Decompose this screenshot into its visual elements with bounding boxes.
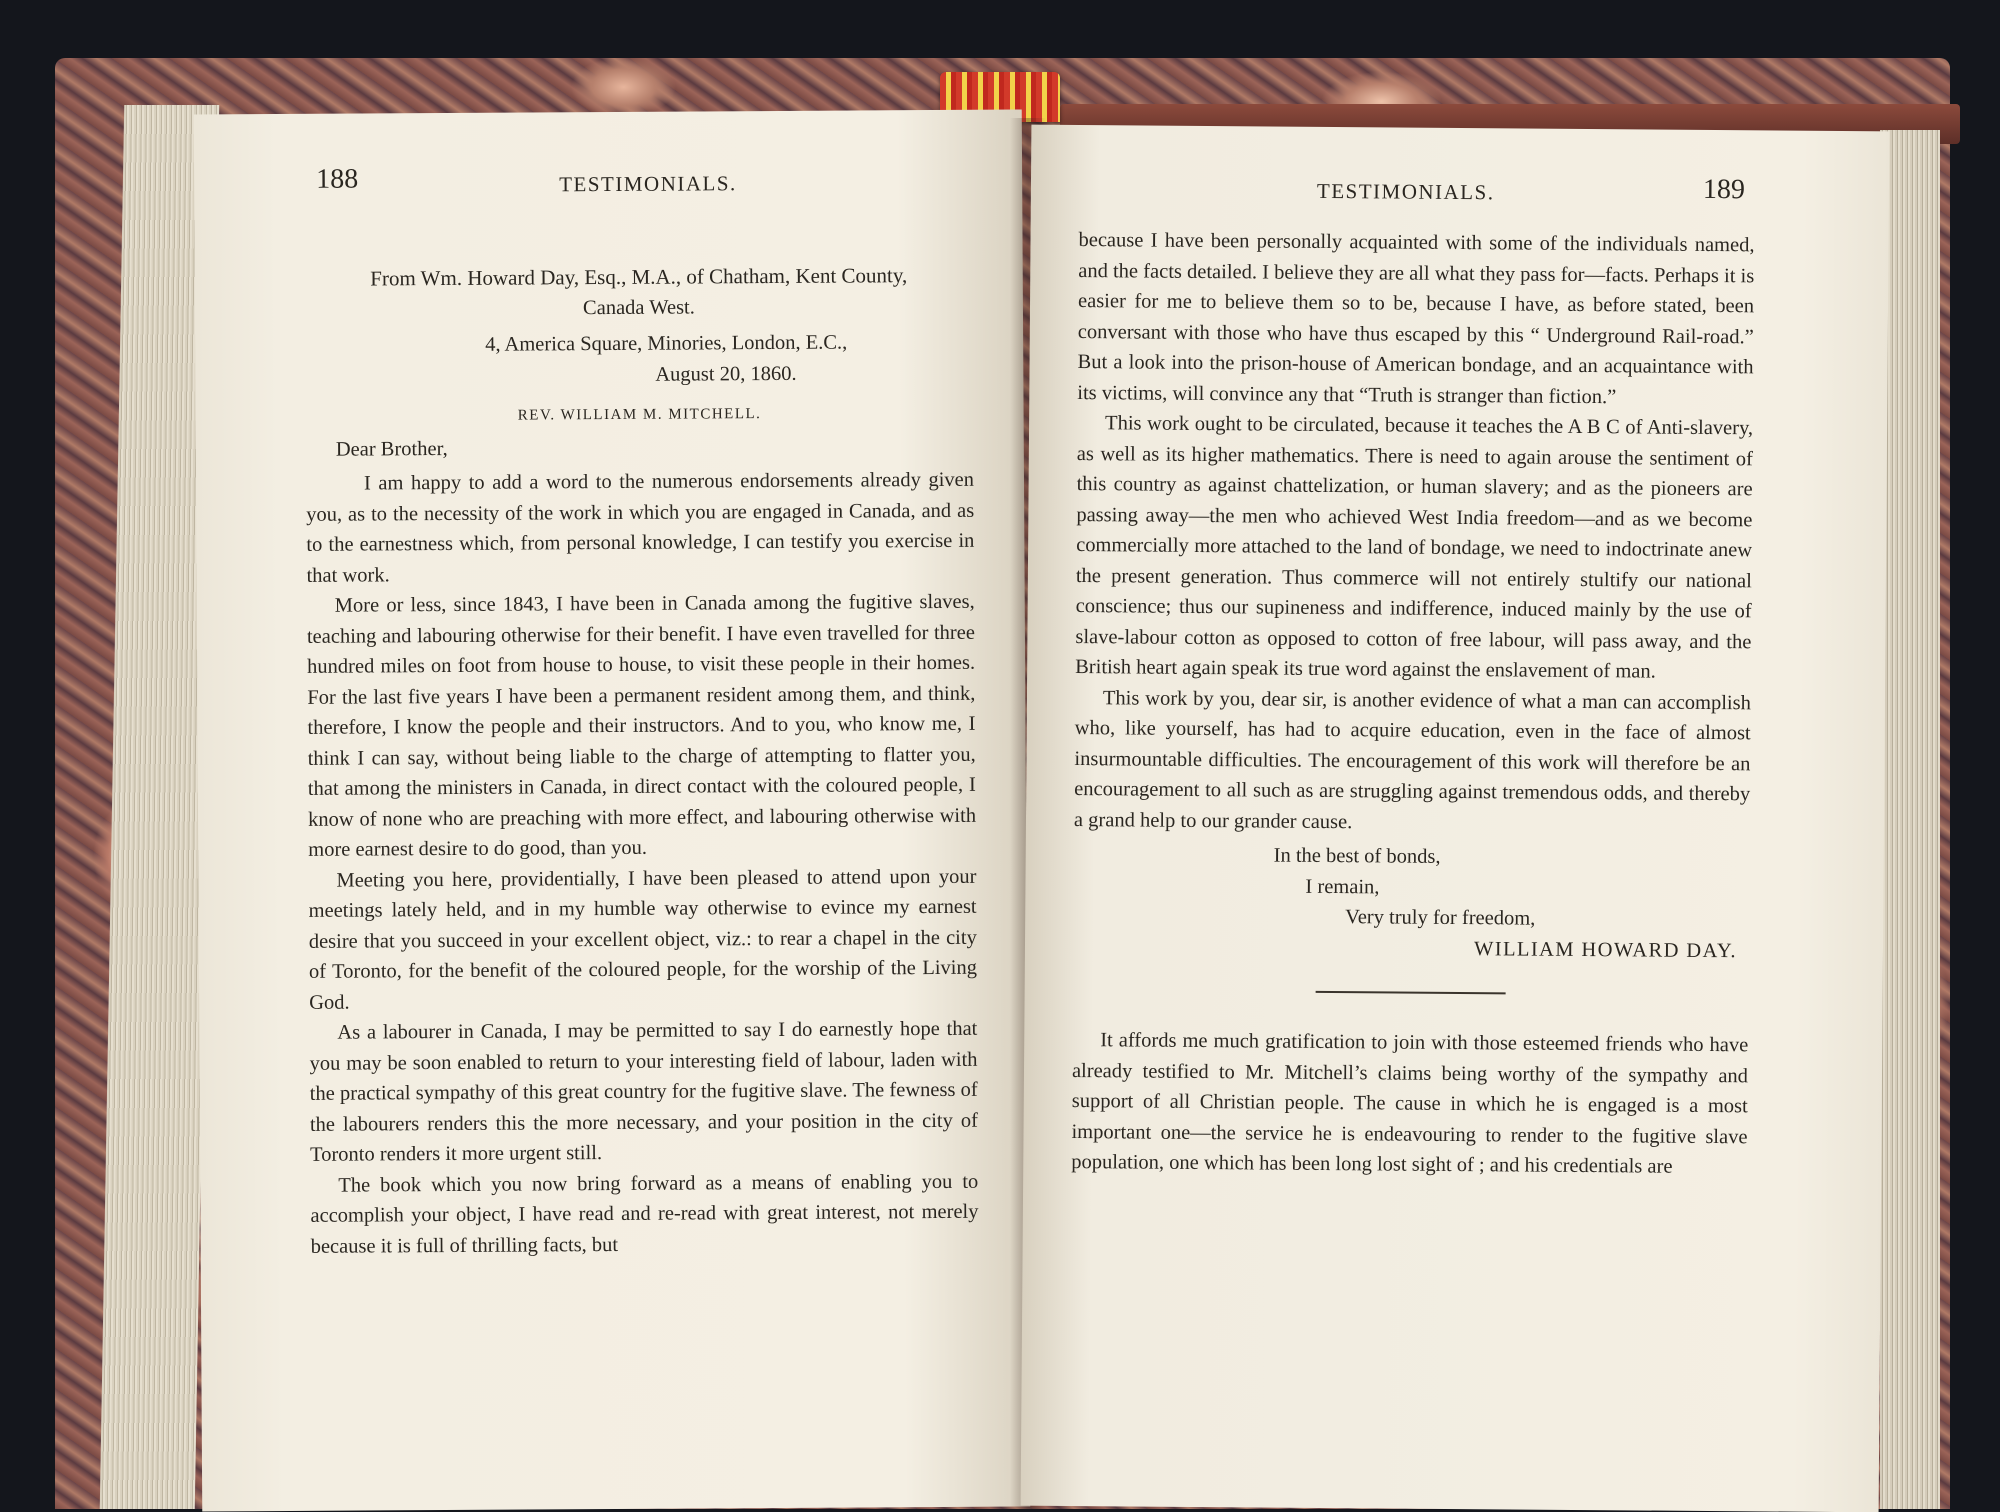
address-line-1: 4, America Square, Minories, London, E.C., (485, 331, 848, 356)
paragraph: This work ought to be circulated, because it teaches the A B C of Anti-slavery, as well as its higher mathematics. There is need to again arouse the sentiment of this country as against chattelization, or human slavery; and as the pioneers are passing away—the men who achieved West India freedom—and as we become commercially more attached to the land of bondage, we need to indoctrinate anew the present generation. Thus commerce will not entirely stultify our national conscience; thus our supineness and indifference, induced mainly by the use of slave-labour cotton as opposed to cotton of free labour, will pass away, and the British heart again speak its true word against the enslavement of man. (1075, 412, 1754, 683)
right-text-column (1071, 225, 1754, 1183)
right-page-edges (1880, 130, 1940, 1509)
paragraph: This work by you, dear sir, is another evidence of what a man can accomplish who, like yourself, has had to acquire education, even in the face of almost insurmountable difficulties. The encouragement of this work will therefore be an encouragement to all such as are struggling against tremendous odds, and thereby a grand help to our grander cause. (1073, 686, 1752, 833)
running-head: TESTIMONIALS. (1316, 178, 1495, 205)
paragraph: I am happy to add a word to the numerous endorsements already given you, as to the necessity of the work in which you are engaged in Canada, and as to the earnestness which, from personal knowledge, I can testify you exercise in that work. (306, 468, 975, 587)
page-number: 188 (316, 163, 359, 195)
from-line-2: Canada West. (582, 295, 695, 319)
from-line: From Wm. Howard Day, Esq., M.A., of Chatham, Kent County, (370, 263, 908, 291)
section-rule (1316, 991, 1506, 994)
left-text-column (305, 260, 979, 1262)
right-page (1021, 125, 1890, 1512)
continuation-paragraph: because I have been personally acquainted with some of the individuals named, and the facts detailed. I believe they are all what they pass for—facts. Perhaps it is easier for me to believe them so to be, because I have, as before stated, been conversant with those who have thus escaped by this “ Underground Rail-road.” But a look into the prison-house of American bondage, and an acquaintance with its victims, will convince any that “Truth is stranger than fiction.” (1077, 229, 1755, 408)
closing: Very truly for freedom, (1345, 906, 1536, 930)
next-testimonial: It affords me much gratification to join with those esteemed friends who have already testified to Mr. Mitchell’s claims being worthy of the sympathy and support of all Christian people. The cause in which he is engaged is a most important one—the service he is endeavouring to render to the fugitive slave population, one which has been long lost sight of ; and his credentials are (1071, 1029, 1749, 1178)
address-line-2: August 20, 1860. (655, 362, 797, 386)
paragraph: More or less, since 1843, I have been in Canada among the fugitive slaves, teaching and labouring otherwise for their benefit. I have even travelled for three hundred miles on foot from house to house, to visit these people in their homes. For the last five years I have been a permanent resident among them, and think, therefore, I know the people and their instructors. And to you, who know me, I think I can say, without being liable to the charge of attempting to flatter you, that among the ministers in Canada, in direct contact with the coloured people, I know of none who are preaching with more effect, and labouring otherwise with more earnest desire to do good, than you. (306, 590, 977, 861)
running-head: TESTIMONIALS. (559, 171, 737, 197)
closing: I remain, (1305, 875, 1380, 898)
addressee: REV. WILLIAM M. MITCHELL. (517, 406, 762, 424)
paragraph: As a labourer in Canada, I may be permitted to say I do earnestly hope that you may be soon enabled to return to your interesting field of labour, laden with the practical sympathy of this great country for the fugitive slave. The fewness of the labourers renders this the more necessary, and your position in the city of Toronto renders it more urgent still. (309, 1017, 978, 1166)
paragraph: The book which you now bring forward as a means of enabling you to accomplish your object, I have read and re-read with great interest, not merely because it is full of thrilling facts, but (310, 1170, 979, 1258)
signature: WILLIAM HOWARD DAY. (1473, 937, 1738, 962)
salutation: Dear Brother, (335, 437, 448, 461)
closing: In the best of bonds, (1273, 844, 1441, 868)
page-number: 189 (1702, 173, 1746, 206)
paragraph: Meeting you here, providentially, I have been pleased to attend upon your meetings lately held, and in my humble way otherwise to evince my earnest desire that you succeed in your excellent object, viz.: to rear a chapel in the city of Toronto, for the benefit of the coloured people, for the worship of the Living God. (308, 865, 978, 1014)
left-page (194, 109, 1031, 1511)
